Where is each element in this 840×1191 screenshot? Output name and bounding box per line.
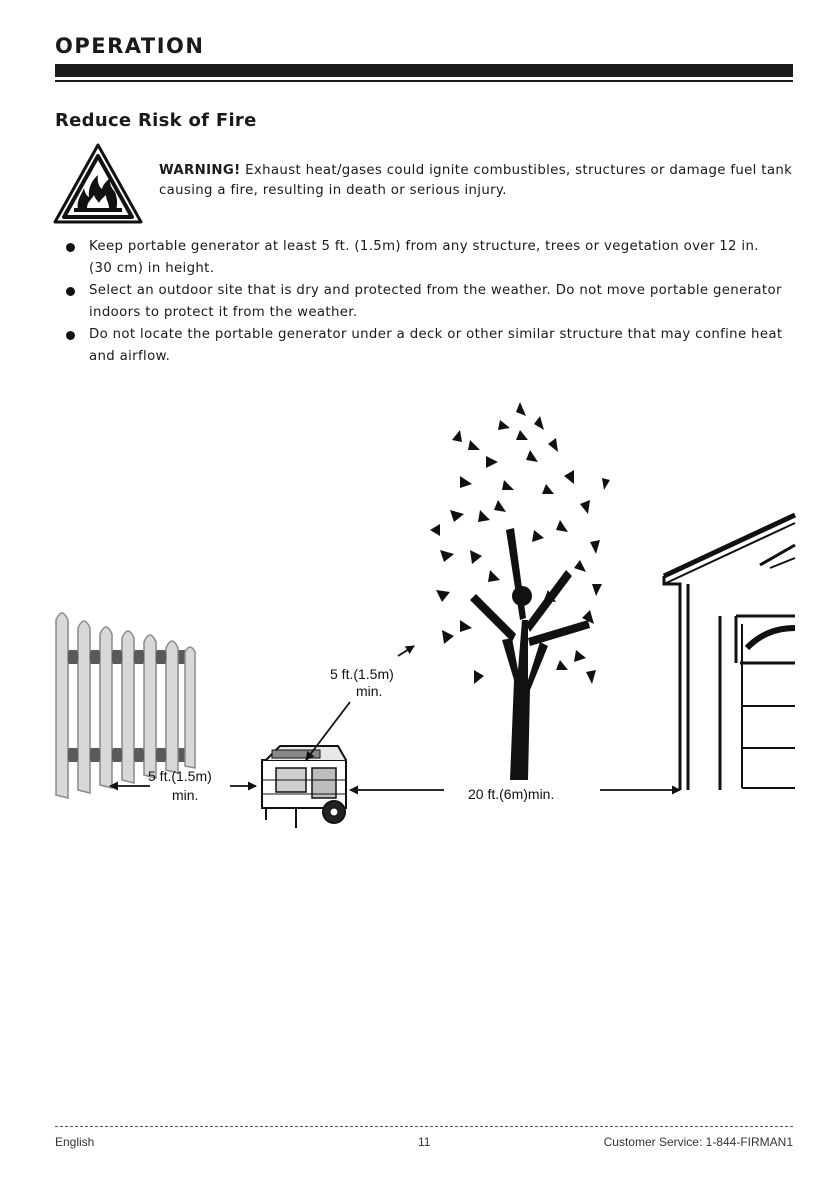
page-number: 11 xyxy=(418,1135,431,1149)
bullet-icon xyxy=(66,243,75,252)
fire-warning-icon xyxy=(52,142,144,226)
tree-distance-label: 5 ft.(1.5m) xyxy=(330,666,394,682)
section-divider-line xyxy=(55,80,793,82)
list-item: Select an outdoor site that is dry and protected from the weather. Do not move portable generator indoors to protect it from the weather. xyxy=(66,280,786,324)
list-item: Keep portable generator at least 5 ft. (1.5m) from any structure, trees or vegetation over 12 in. (30 cm) in height. xyxy=(66,236,786,280)
fence-min-label: min. xyxy=(172,787,199,803)
safety-bullet-list xyxy=(66,236,786,368)
house-distance-label: 20 ft.(6m)min. xyxy=(468,786,555,802)
bullet-icon xyxy=(66,287,75,296)
footer-language: English xyxy=(55,1135,95,1149)
page-subheading: Reduce Risk of Fire xyxy=(55,110,257,131)
footer-divider xyxy=(55,1126,793,1127)
warning-message: Exhaust heat/gases could ignite combustibles, structures or damage fuel tank causing a fire, resulting in death or serious injury. xyxy=(159,163,793,198)
warning-text-block xyxy=(159,161,799,201)
fence-distance-label: 5 ft.(1.5m) xyxy=(148,768,212,784)
section-divider-bar xyxy=(55,64,793,77)
clearance-diagram xyxy=(0,380,840,850)
house-illustration xyxy=(664,515,795,790)
bullet-icon xyxy=(66,331,75,340)
section-title: OPERATION xyxy=(55,34,205,58)
generator-illustration xyxy=(262,746,346,828)
warning-label: WARNING! xyxy=(159,163,241,178)
tree-min-label: min. xyxy=(356,683,383,699)
footer-customer-service: Customer Service: 1-844-FIRMAN1 xyxy=(603,1135,793,1149)
tree-illustration xyxy=(430,402,610,780)
list-item: Do not locate the portable generator under a deck or other similar structure that may confine heat and airflow. xyxy=(66,324,786,368)
